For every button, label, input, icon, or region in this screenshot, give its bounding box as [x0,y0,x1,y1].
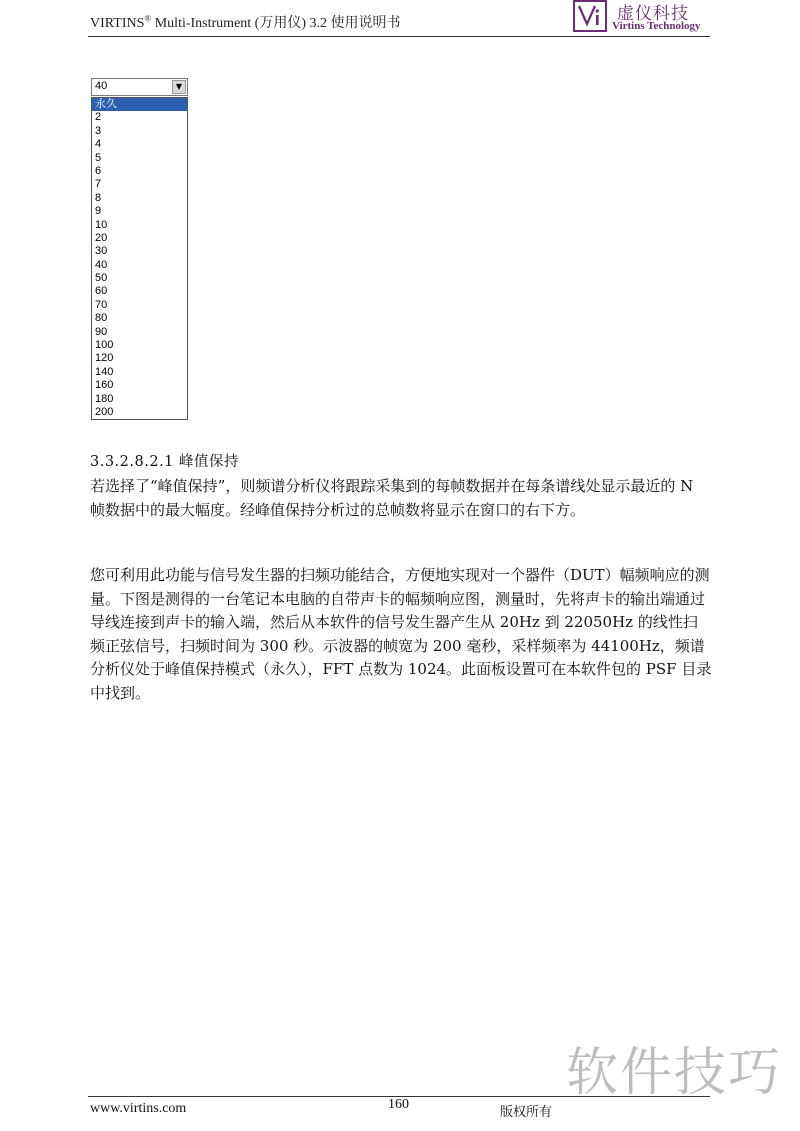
footer-url: www.virtins.com [90,1101,187,1116]
dropdown-arrow-icon[interactable]: ▼ [172,80,186,94]
dropdown-option[interactable]: 4 [95,138,102,151]
dropdown-option[interactable]: 120 [95,352,114,365]
dropdown-option[interactable]: 10 [95,218,108,231]
dropdown-option[interactable]: 8 [95,191,102,204]
dropdown-option[interactable]: 200 [95,405,114,418]
dropdown-option[interactable]: 100 [95,339,114,352]
dropdown-option[interactable]: 永久 [92,98,187,111]
dropdown-option[interactable]: 30 [95,245,108,258]
header-brand: VIRTINS [90,16,145,31]
dropdown-option[interactable]: 3 [95,124,102,137]
dropdown-option[interactable]: 60 [95,285,108,298]
page-number: 160 [388,1097,409,1112]
paragraph-frequency-response: 您可利用此功能与信号发生器的扫频功能结合，方便地实现对一个器件（DUT）幅频响应的测量。下图是测得的一台笔记本电脑的自带声卡的幅频响应图，测量时，先将声卡的输出端通过导线连接到声卡的输入端，然后从本软件的信号发生器产生从 20Hz 到 22050Hz 的线性扫频正弦信号，扫频时间为 300 秒。示波器的帧宽为 200 毫秒，采样频率为 44100Hz，频谱分析仪处于峰值保持模式（永久），FFT 点数为 1024。此面板设置可在本软件包的 PSF 目录中找到。 [90,566,712,702]
dropdown-option[interactable]: 2 [95,111,102,124]
dropdown-option[interactable]: 140 [95,365,114,378]
dropdown-option[interactable]: 7 [95,178,102,191]
header-title-rest: Multi-Instrument (万用仪) 3.2 使用说明书 [151,16,401,31]
paragraph-peak-hold: 若选择了“峰值保持”，则频谱分析仪将跟踪采集到的每帧数据并在每条谱线处显示最近的 N 帧数据中的最大幅度。经峰值保持分析过的总帧数将显示在窗口的右下方。 [90,477,694,519]
section-heading: 3.3.2.8.2.1 峰值保持 [90,454,240,470]
footer-copyright: 版权所有 [500,1105,553,1120]
peak-hold-frames-combobox[interactable] [91,78,188,96]
dropdown-option[interactable]: 180 [95,392,114,405]
dropdown-option[interactable]: 20 [95,231,108,244]
dropdown-option[interactable]: 70 [95,298,108,311]
logo-english-name: Virtins Technology [612,20,701,32]
header-divider [88,36,710,37]
logo-chinese-name: 虚仪科技 [617,4,689,24]
combobox-value: 40 [95,80,108,92]
dropdown-option[interactable]: 80 [95,312,108,325]
watermark: 软件技巧 [566,1043,783,1103]
dropdown-option[interactable]: 50 [95,272,108,285]
dropdown-option[interactable]: 40 [95,258,108,271]
dropdown-option[interactable]: 9 [95,205,102,218]
dropdown-option[interactable]: 6 [95,164,102,177]
dropdown-option[interactable]: 5 [95,151,102,164]
registered-mark: ® [144,13,152,24]
dropdown-option[interactable]: 90 [95,325,108,338]
header-title [90,12,401,32]
frames-dropdown-list[interactable] [91,97,188,420]
virtins-logo-icon [573,0,607,32]
dropdown-option[interactable]: 160 [95,379,114,392]
